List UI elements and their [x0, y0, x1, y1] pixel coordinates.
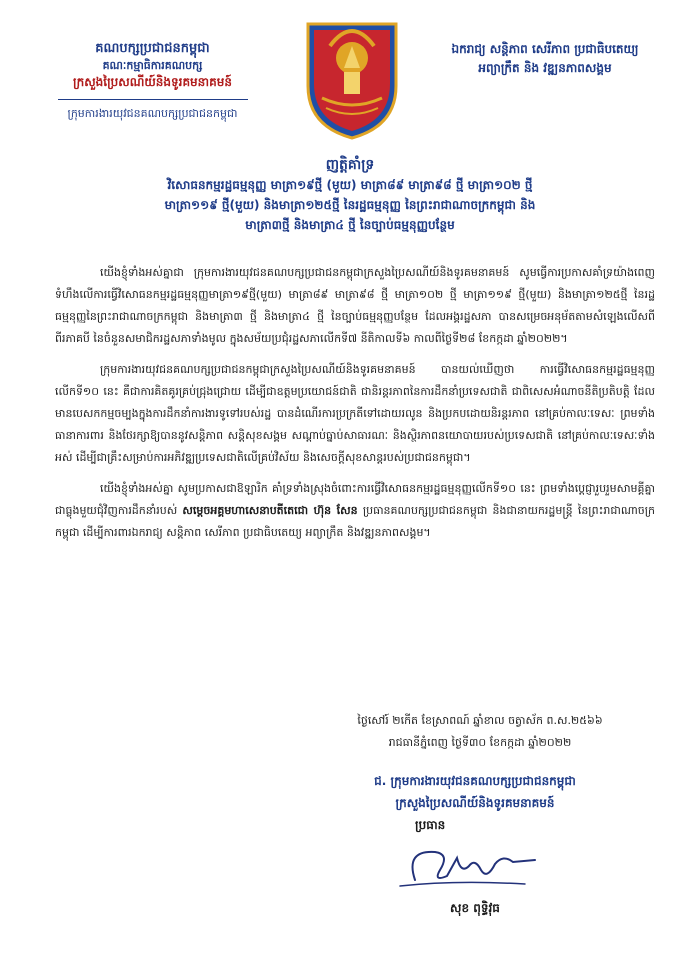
paragraph-3-end: ប្រធានគណបក្សប្រជាជនកម្ពុជា និងជានាយករដ្ឋមន្ត្រី នៃព្រះរាជាណាចក្រកម្ពុជា ដើម្បីការពារឯករាជ្យ សន្តិភាព សេរីភាព ប្រជាធិបតេយ្យ អព្យាក្រឹត និងវឌ្ឍនភាពសង្គម។: [55, 504, 656, 539]
title-line-2: វិសោធនកម្មរដ្ឋធម្មនុញ្ញ មាត្រា១៩ថ្មី (មួយ) មាត្រា៨៩ មាត្រា៩៨ ថ្មី មាត្រា១០២ ថ្មី: [167, 178, 533, 192]
signatory-org-2: ក្រសួងប្រៃសណីយ៍និងទូរគមនាគមន៍: [395, 796, 555, 810]
leader-name: សម្តេចអគ្គមហាសេនាបតីតេជោ ហ៊ុន សែន: [182, 504, 358, 517]
date-block: [300, 710, 660, 754]
party-name: គណបក្សប្រជាជនកម្ពុជា: [95, 41, 210, 56]
paragraph-3: [55, 478, 655, 544]
header-left: [40, 40, 265, 122]
signatory-block: [290, 770, 660, 836]
signatory-org-1: ជ. ក្រុមការងារយុវជនគណបក្សប្រជាជនកម្ពុជា: [374, 774, 576, 788]
ministry-name: ក្រសួងប្រៃសណីយ៍និងទូរគមនាគមន៍: [73, 75, 232, 89]
document-title: [60, 155, 640, 235]
cpp-emblem-icon: [300, 16, 404, 142]
paragraph-2: ក្រុមការងារយុវជនគណបក្សប្រជាជនកម្ពុជាក្រសួងប្រៃសណីយ៍និងទូរគមនាគមន៍ បានយល់ឃើញថា ការធ្វើវិសោធនកម្មរដ្ឋធម្មនុញ្ញ លើកទី១០ នេះ គឺជាការគិតគូរគ្រប់ជ្រុងជ្រោយ ដើម្បីជាឧត្តមប្រយោជន៍ជាតិ ជានិរន្តរភាពនៃការដឹកនាំប្រទេសជាតិ ជាពិសេសអំណាចនីតិប្រតិបត្តិ ដែលមានបេសកកម្មចម្បងក្នុងការដឹកនាំការងារទូទៅរបស់រដ្ឋ បានដំណើរការប្រក្រតីទៅដោយរលូន និងប្រកបដោយនិរន្តរភាព នៅគ្រប់កាលៈទេសៈ ព្រមទាំងធានាការពារ និងថែរក្សាឱ្យបាននូវសន្តិភាព សន្តិសុខសង្គម សណ្តាប់ធ្នាប់សាធារណៈ និងស្ថិរភាពនយោបាយរបស់ប្រទេសជាតិ នៅគ្រប់កាលៈទេសៈទាំងអស់ ដើម្បីជាគ្រឹះសម្រាប់ការអភិវឌ្ឍប្រទេសជាតិលើគ្រប់វិស័យ និងសេចក្តីសុខសាន្តរបស់ប្រជាជនកម្ពុជា។: [55, 363, 655, 464]
header-right: [430, 40, 660, 78]
title-line-3: មាត្រា១១៩ ថ្មី(មួយ) និងមាត្រា១២៥ថ្មី នៃរដ្ឋធម្មនុញ្ញ នៃព្រះរាជាណាចក្រកម្ពុជា និង: [164, 198, 536, 212]
national-motto-1: ឯករាជ្យ សន្តិភាព សេរីភាព ប្រជាធិបតេយ្យ: [451, 42, 639, 56]
lunar-date: ថ្ងៃសៅរ៍ ២កើត ខែស្រាពណ៍ ឆ្នាំខាល ចត្វាស័ក ព.ស.២៥៦៦: [357, 714, 603, 727]
title-line-4: មាត្រា៣ថ្មី និងមាត្រា៤ ថ្មី នៃច្បាប់ធម្មនុញ្ញបន្ថែម: [245, 218, 455, 232]
paragraph-1: យើងខ្ញុំទាំងអស់គ្នាជា ក្រុមការងារយុវជនគណបក្សប្រជាជនកម្ពុជាក្រសួងប្រៃសណីយ៍និងទូរគមនាគមន៍ សូមធ្វើការប្រកាសគាំទ្រយ៉ាងពេញទំហឹងលើការធ្វើវិសោធនកម្មរដ្ឋធម្មនុញ្ញមាត្រា១៩ថ្មី(មួយ) មាត្រា៨៩ មាត្រា៩៨ ថ្មី មាត្រា១០២ ថ្មី មាត្រា១១៩ ថ្មី(មួយ) និងមាត្រា១២៥ថ្មី នៃរដ្ឋធម្មនុញ្ញនៃព្រះរាជាណាចក្រកម្ពុជា និងមាត្រា៣ ថ្មី និងមាត្រា៤ ថ្មី នៃច្បាប់ធម្មនុញ្ញបន្ថែម ដែលអង្គរដ្ឋសភា បានសម្រេចអនុម័តតាមសំឡេងលើសពីពីរភាគបី នៃចំនួនសមាជិករដ្ឋសភាទាំងមូល ក្នុងសម័យប្រជុំរដ្ឋសភាលើកទី៧ នីតិកាលទី៦ កាលពីថ្ងៃទី២៨ ខែកក្កដា ឆ្នាំ២០២២។: [55, 266, 655, 345]
gregorian-date: រាជធានីភ្នំពេញ ថ្ងៃទី៣០ ខែកក្កដា ឆ្នាំ២០២២: [388, 736, 572, 749]
header-divider: [58, 99, 248, 100]
handwritten-signature-icon: [395, 840, 545, 890]
party-committee: គណៈកម្មាធិការគណបក្ស: [102, 59, 203, 72]
paragraph-3-start: យើងខ្ញុំទាំងអស់គ្នា សូមប្រកាសជាឱឡារិក គាំទ្រទាំងស្រុងចំពោះការធ្វើវិសោធនកម្មរដ្ឋធម្មនុញ្ញលើកទី១០ នេះ ព្រមទាំងប្តេជ្ញារួបរួមសាមគ្គីគ្នាជាធ្លុងមួយជុំវិញការដឹកនាំរបស់: [55, 482, 655, 517]
national-motto-2: អព្យាក្រឹត និង វឌ្ឍនភាពសង្គម: [478, 61, 612, 75]
document-body: [55, 262, 655, 553]
youth-group-name: ក្រុមការងារយុវជនគណបក្សប្រជាជនកម្ពុជា: [67, 107, 238, 120]
signatory-role: ប្រធាន: [415, 818, 446, 832]
signatory-name: សុខ ពុទ្ធិវុធ: [450, 901, 500, 915]
title-heading: ញត្តិគាំទ្រ: [325, 157, 375, 173]
